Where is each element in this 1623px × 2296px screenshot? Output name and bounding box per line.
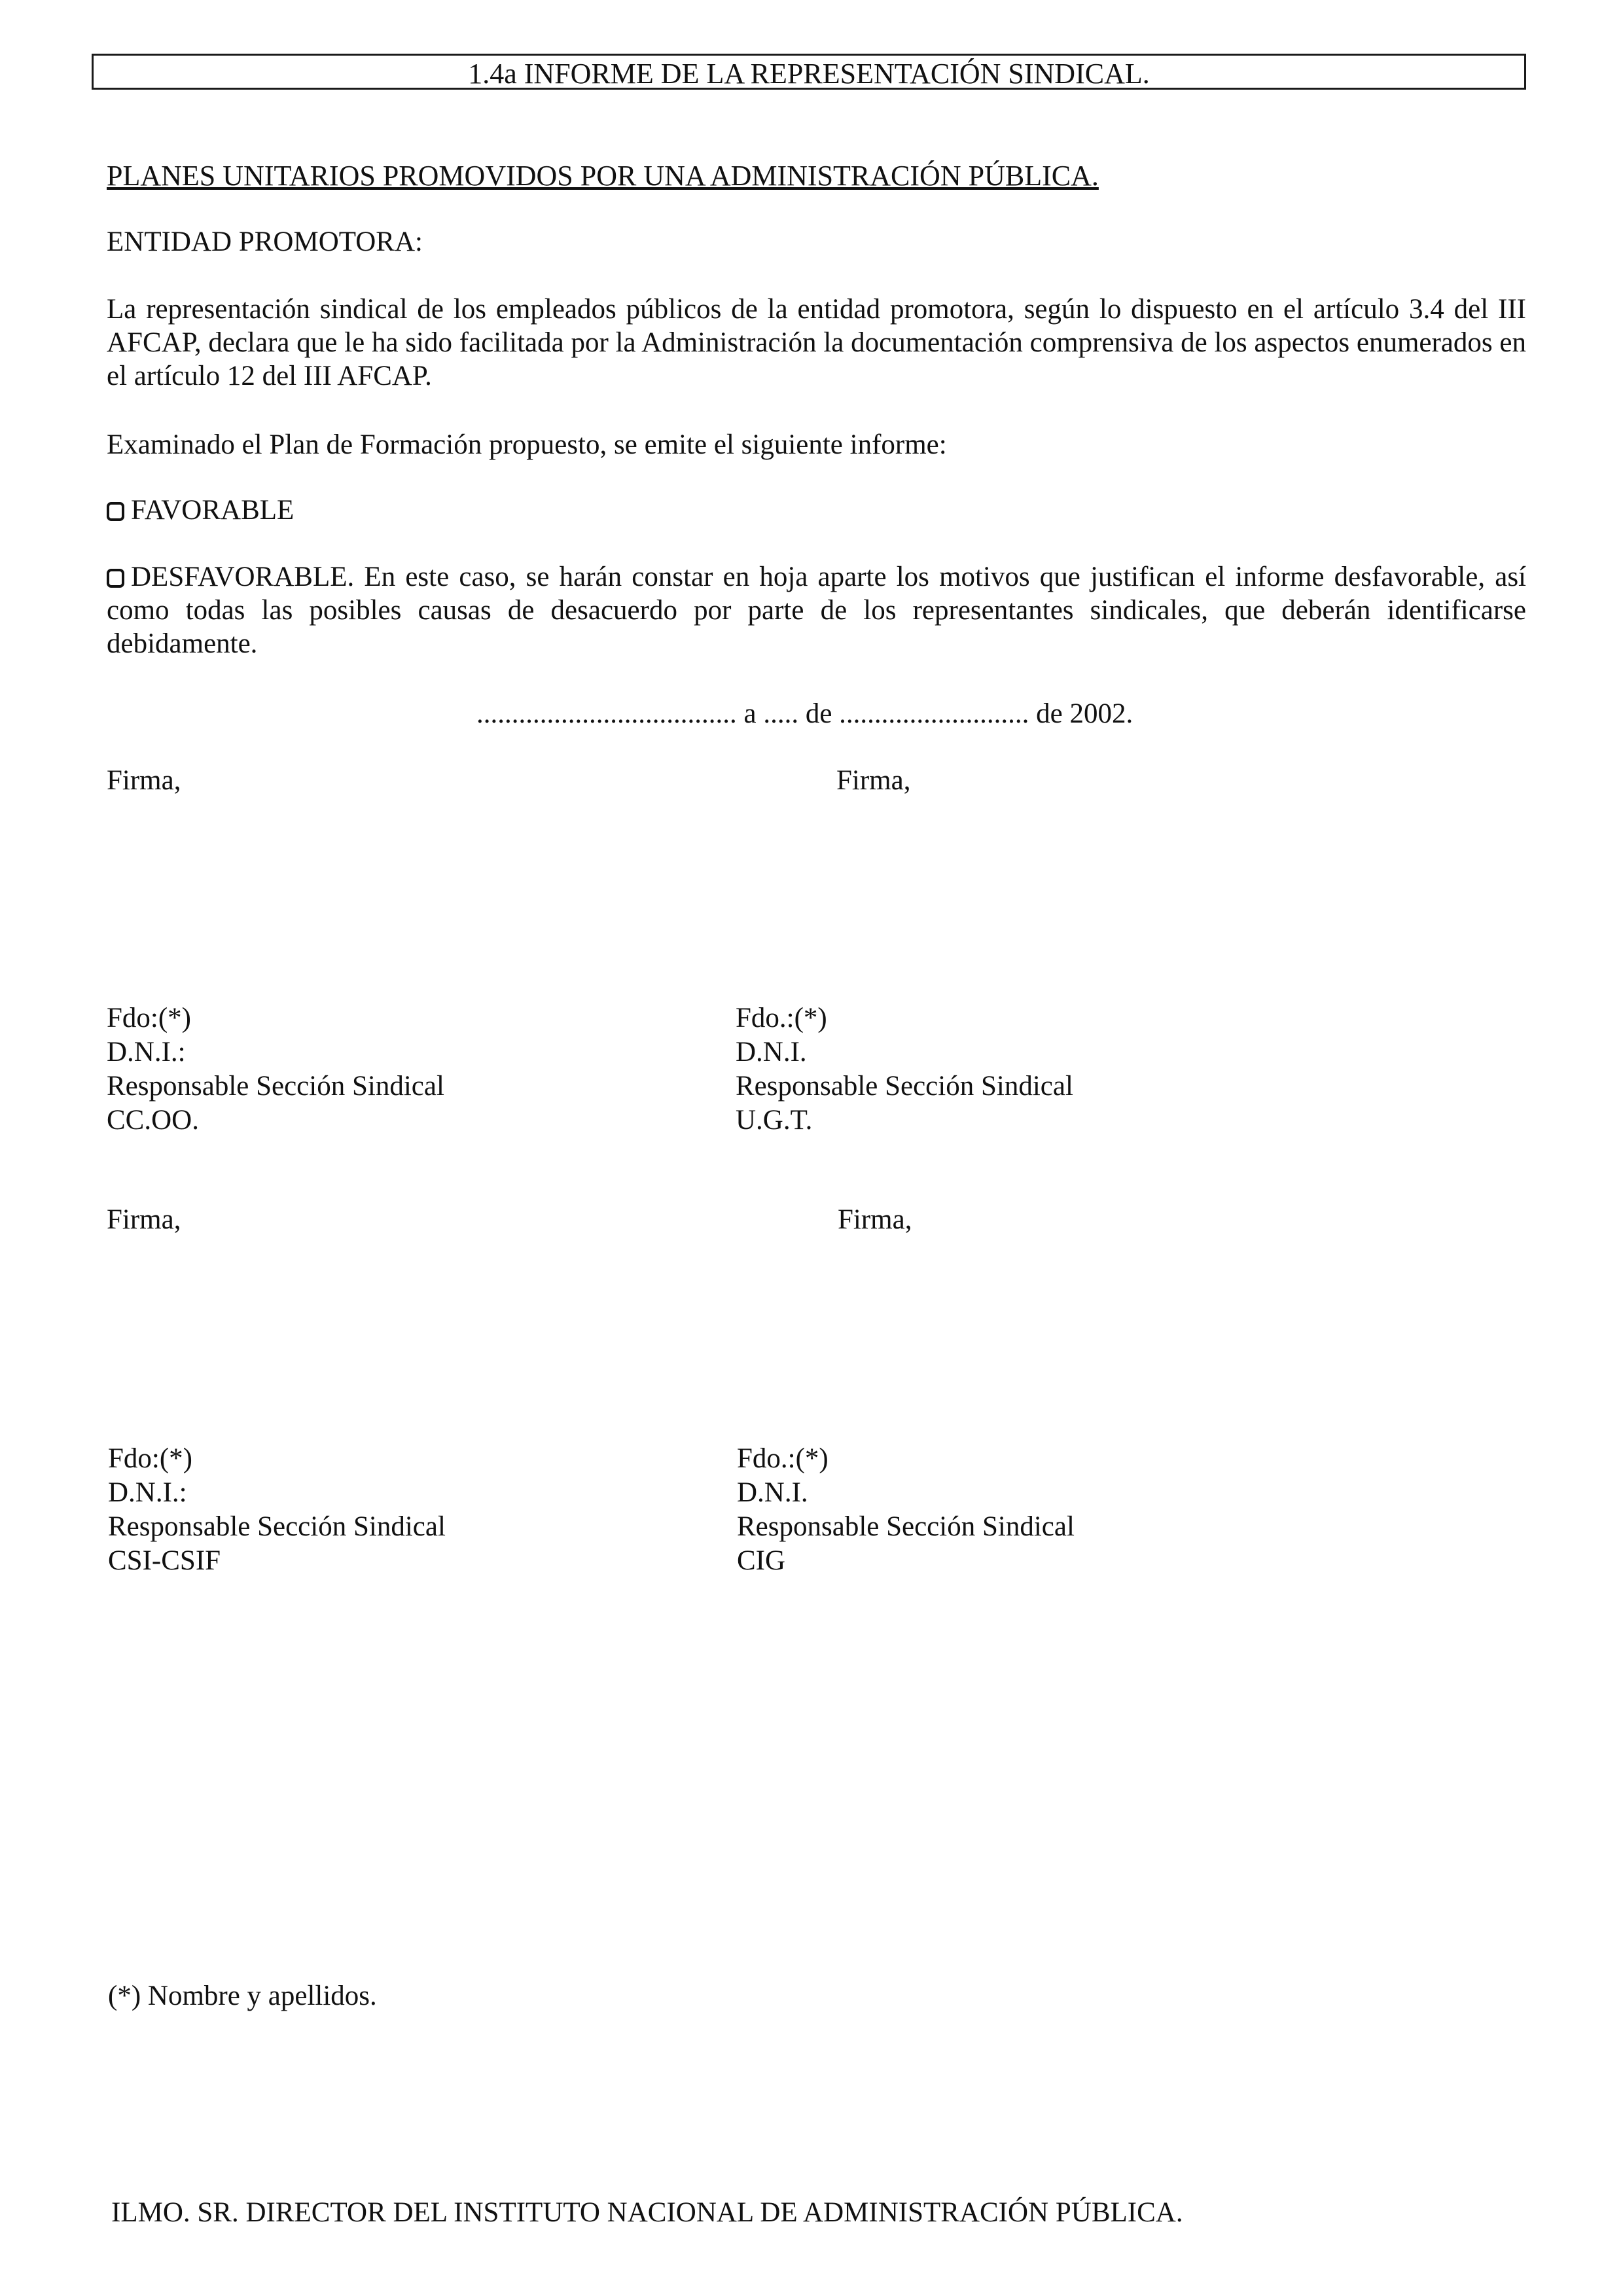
signature-label: Firma, bbox=[107, 765, 181, 796]
signature-label: Firma, bbox=[107, 1204, 181, 1235]
signature-block-ugt bbox=[736, 1001, 1073, 1138]
signatory-name-label: Fdo:(*) bbox=[108, 1443, 192, 1474]
option-unfavorable bbox=[107, 560, 1526, 660]
signatory-name-label: Fdo.:(*) bbox=[737, 1443, 829, 1474]
unfavorable-label: DESFAVORABLE. En este caso, se harán constar en hoja aparte los motivos que justifican el informe desfavorable, así como todas las posibles causas de desacuerdo por parte de los representantes sindicales, que deberán identificarse debidamente. bbox=[107, 562, 1526, 659]
union-name: CSI-CSIF bbox=[108, 1545, 221, 1576]
dni-label: D.N.I. bbox=[736, 1037, 807, 1067]
signature-block-csi-csif bbox=[108, 1442, 446, 1578]
union-name: CC.OO. bbox=[107, 1105, 199, 1136]
role-label: Responsable Sección Sindical bbox=[107, 1071, 444, 1102]
dni-label: D.N.I. bbox=[737, 1477, 808, 1508]
union-name: U.G.T. bbox=[736, 1105, 813, 1136]
examined-paragraph: Examinado el Plan de Formación propuesto, se emite el siguiente informe: bbox=[107, 429, 947, 460]
document-title: 1.4a INFORME DE LA REPRESENTACIÓN SINDICAL. bbox=[468, 58, 1150, 90]
role-label: Responsable Sección Sindical bbox=[108, 1511, 446, 1542]
intro-paragraph: La representación sindical de los empleados públicos de la entidad promotora, según lo dispuesto en el artículo 3.4 del III AFCAP, declara que le ha sido facilitada por la Administración la documentación comprensiva de los aspectos enumerados en el artículo 12 del III AFCAP. bbox=[107, 294, 1526, 391]
entity-label: ENTIDAD PROMOTORA: bbox=[107, 226, 423, 257]
addressee: ILMO. SR. DIRECTOR DEL INSTITUTO NACIONAL DE ADMINISTRACIÓN PÚBLICA. bbox=[111, 2197, 1183, 2228]
signature-label: Firma, bbox=[836, 765, 911, 796]
dni-label: D.N.I.: bbox=[107, 1037, 186, 1067]
footnote: (*) Nombre y apellidos. bbox=[108, 1981, 377, 2011]
signatory-name-label: Fdo.:(*) bbox=[736, 1003, 827, 1033]
signatory-name-label: Fdo:(*) bbox=[107, 1003, 191, 1033]
signature-block-ccoo bbox=[107, 1001, 444, 1138]
section-heading: PLANES UNITARIOS PROMOVIDOS POR UNA ADMINISTRACIÓN PÚBLICA. bbox=[107, 160, 1099, 192]
role-label: Responsable Sección Sindical bbox=[736, 1071, 1073, 1102]
role-label: Responsable Sección Sindical bbox=[737, 1511, 1075, 1542]
favorable-checkbox[interactable] bbox=[107, 502, 124, 521]
option-favorable bbox=[107, 493, 294, 528]
union-name: CIG bbox=[737, 1545, 786, 1576]
signature-block-cig bbox=[737, 1442, 1075, 1578]
title-box bbox=[92, 54, 1526, 90]
signature-label: Firma, bbox=[838, 1204, 912, 1235]
date-line: ..................................... a ..... de ........................... de 2002. bbox=[476, 698, 1133, 729]
unfavorable-checkbox[interactable] bbox=[107, 569, 124, 588]
favorable-label: FAVORABLE bbox=[131, 495, 294, 526]
dni-label: D.N.I.: bbox=[108, 1477, 187, 1508]
